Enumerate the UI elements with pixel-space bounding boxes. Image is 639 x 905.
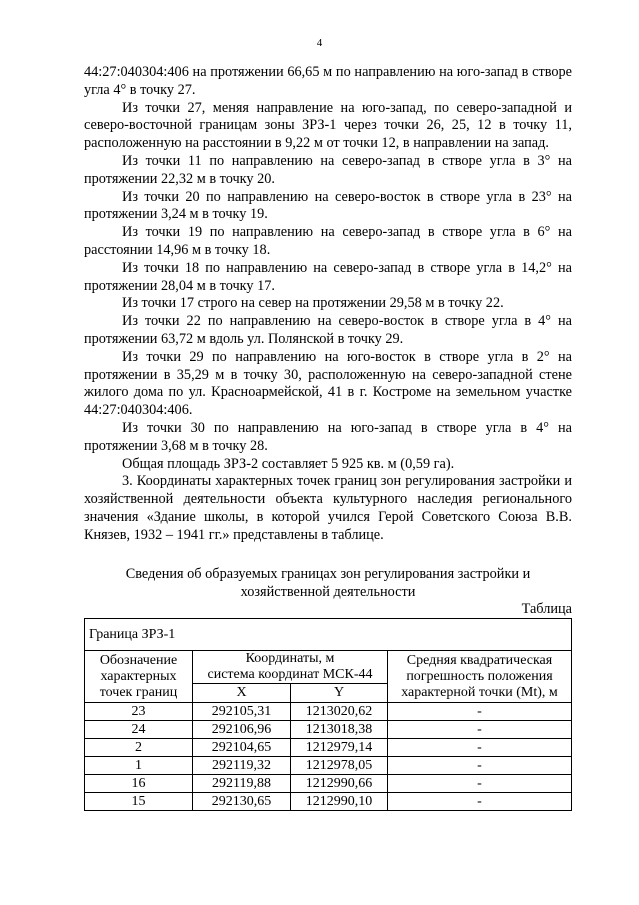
paragraph: Из точки 20 по направлению на северо-восток в створе угла в 23° на протяжении 3,24 м в точку 19.: [84, 188, 572, 223]
cell-error: -: [388, 775, 572, 793]
cell-y: 1212979,14: [291, 739, 388, 757]
paragraph: Из точки 30 по направлению на юго-запад в створе угла в 4° на протяжении 3,68 м в точку 28.: [84, 419, 572, 454]
cell-point: 16: [85, 775, 193, 793]
coordinates-table: [84, 618, 572, 811]
paragraph: Из точки 17 строго на север на протяжении 29,58 м в точку 22.: [122, 295, 504, 312]
cell-error: -: [388, 739, 572, 757]
paragraph: Из точки 22 по направлению на северо-восток в створе угла в 4° на протяжении 63,72 м вдоль ул. Полянской в точку 29.: [84, 313, 572, 347]
table-row: [85, 775, 572, 793]
cell-x: 292130,65: [193, 793, 291, 811]
paragraph: Из точки 29 по направлению на юго-восток в створе угла в 2° на протяжении в 35,29 м в точку 30, расположенную на северо-западной стене жилого дома по ул. Красноармейской, 41 в г. Костроме на земельном участке 44:27:040304:406.: [84, 348, 572, 419]
zone-header: Граница ЗРЗ-1: [85, 619, 572, 651]
table-label: Таблица: [521, 601, 572, 617]
cell-error: -: [388, 721, 572, 739]
paragraph: Из точки 18 по направлению на северо-запад в створе угла в 14,2° на протяжении 28,04 м в точку 17.: [84, 259, 572, 294]
cell-error: -: [388, 703, 572, 721]
cell-x: 292119,88: [193, 775, 291, 793]
paragraph: Из точки 27, меняя направление на юго-запад, по северо-западной и северо-восточной границам зоны ЗРЗ-1 через точки 26, 25, 12 в точку 11, расположенную на расстоянии в 9,22 м от точки 12, в направлении на запад.: [84, 99, 572, 152]
cell-y: 1213018,38: [291, 721, 388, 739]
cell-x: 292106,96: [193, 721, 291, 739]
header-y: Y: [291, 684, 388, 703]
cell-x: 292119,32: [193, 757, 291, 775]
body-text: [84, 64, 572, 545]
cell-point: 23: [85, 703, 193, 721]
cell-x: 292104,65: [193, 739, 291, 757]
paragraph: Из точки 11 по направлению на северо-запад в створе угла в 3° на протяжении 22,32 м в точку 20.: [84, 152, 572, 187]
cell-y: 1213020,62: [291, 703, 388, 721]
table-row: [85, 721, 572, 739]
header-point: Обозначение характерных точек границ: [85, 651, 193, 703]
table-row: [85, 757, 572, 775]
header-coordinates: Координаты, м система координат МСК-44: [193, 651, 388, 684]
cell-y: 1212990,10: [291, 793, 388, 811]
paragraph: 3. Координаты характерных точек границ зон регулирования застройки и хозяйственной деятельности объекта культурного наследия регионального значения «Здание школы, в которой учился Герой Советского Союза В.В. Князев, 1932 – 1941 гг.» представлены в таблице.: [84, 473, 572, 543]
header-error: Средняя квадратическая погрешность положения характерной точки (Mt), м: [388, 651, 572, 703]
table-row: [85, 739, 572, 757]
cell-error: -: [388, 757, 572, 775]
cell-y: 1212990,66: [291, 775, 388, 793]
header-x: X: [193, 684, 291, 703]
cell-x: 292105,31: [193, 703, 291, 721]
table-caption: [84, 566, 572, 602]
paragraph: Общая площадь ЗРЗ-2 составляет 5 925 кв. м (0,59 га).: [122, 455, 455, 472]
cell-error: -: [388, 793, 572, 811]
table-caption-line: хозяйственной деятельности: [240, 583, 416, 600]
page-number: 4: [316, 37, 323, 49]
cell-y: 1212978,05: [291, 757, 388, 775]
table-row: [85, 793, 572, 811]
table-caption-line: Сведения об образуемых границах зон регулирования застройки и: [125, 566, 531, 582]
cell-point: 24: [85, 721, 193, 739]
paragraph: 44:27:040304:406 на протяжении 66,65 м по направлению на юго-запад в створе угла 4° в точку 27.: [84, 64, 572, 98]
paragraph: Из точки 19 по направлению на северо-запад в створе угла в 6° на расстоянии 14,96 м в точку 18.: [84, 224, 572, 258]
cell-point: 2: [85, 739, 193, 757]
table-row: [85, 703, 572, 721]
cell-point: 1: [85, 757, 193, 775]
cell-point: 15: [85, 793, 193, 811]
